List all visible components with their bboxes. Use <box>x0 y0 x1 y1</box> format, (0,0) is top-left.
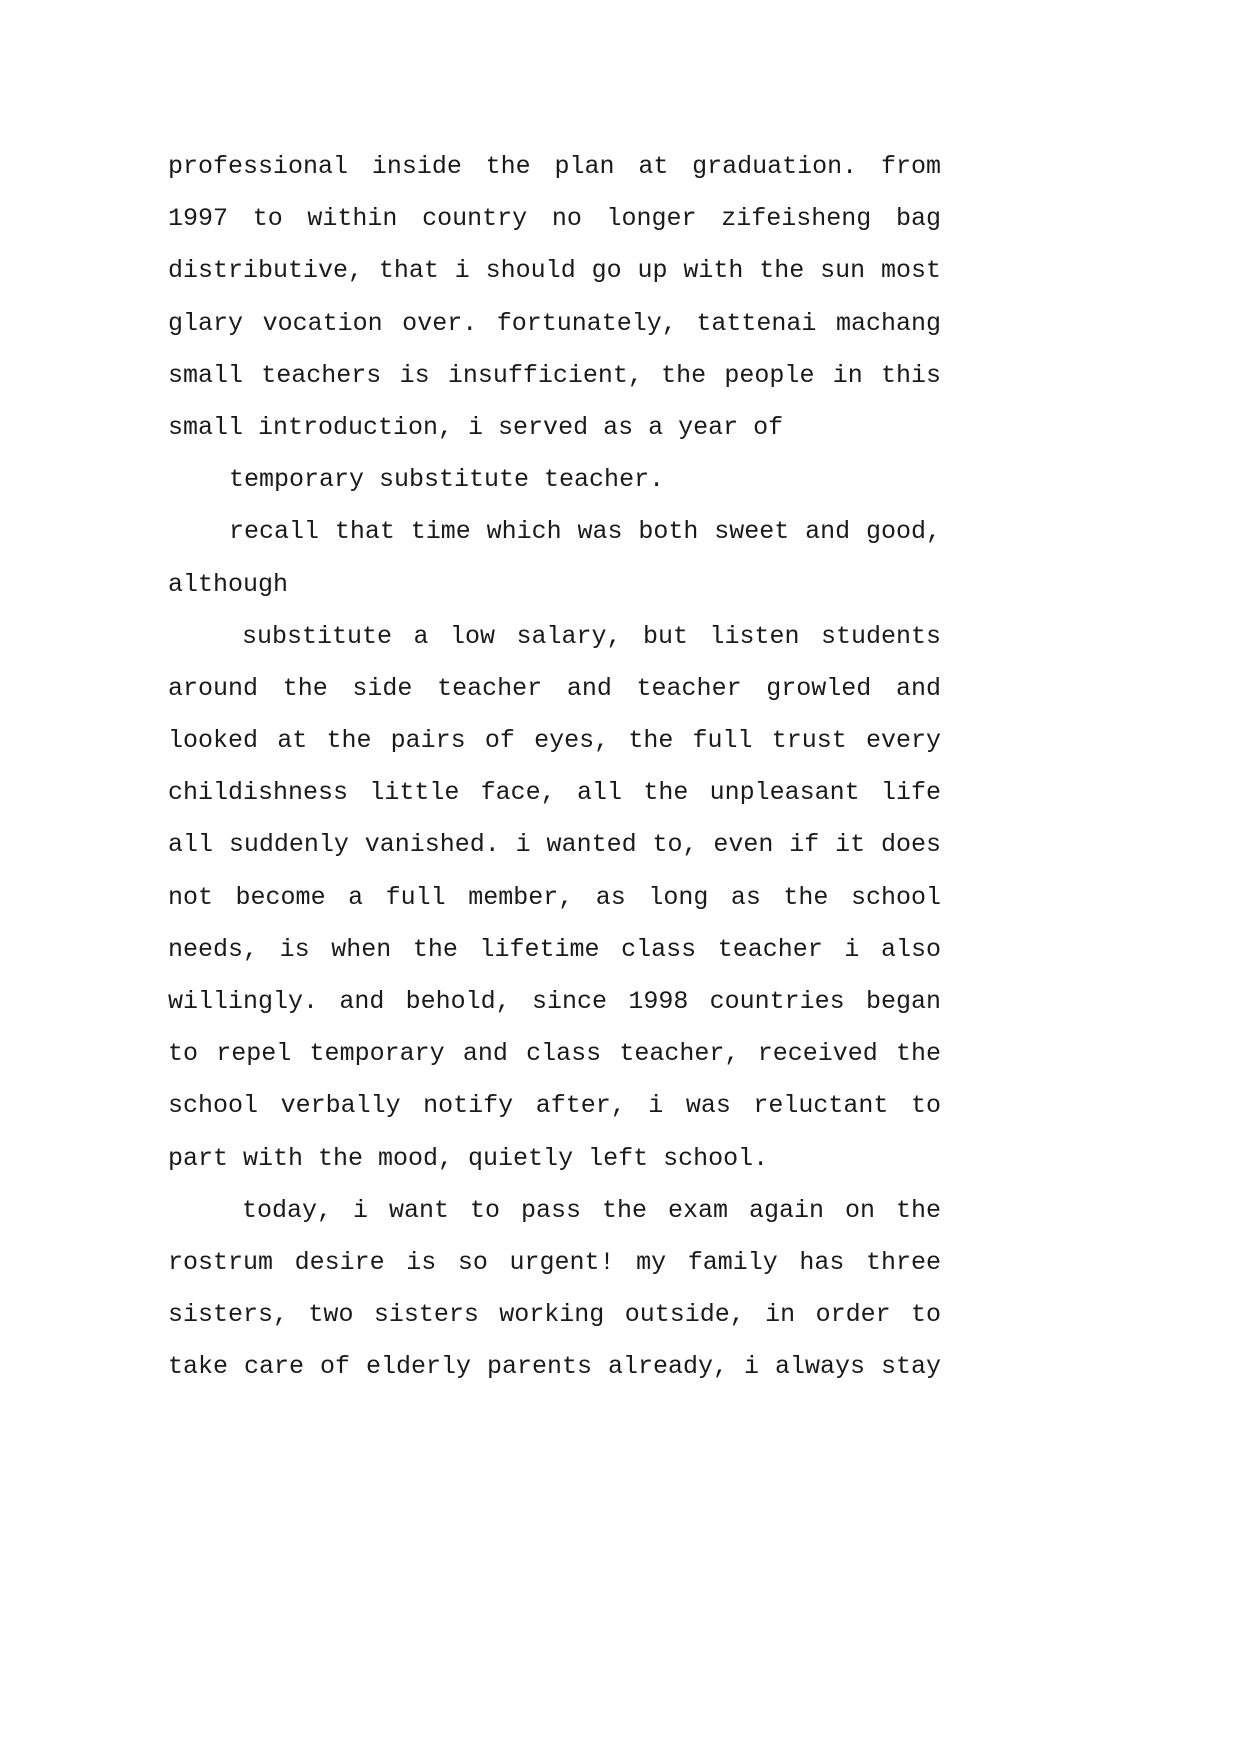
text-line: childishness little face, all the unpleasant life <box>168 778 941 808</box>
text-line: substitute a low salary, but listen students <box>242 621 941 651</box>
text-line: 1997 to within country no longer zifeisheng bag <box>168 204 941 234</box>
text-line: small introduction, i served as a year of <box>168 412 784 442</box>
text-line: looked at the pairs of eyes, the full trust every <box>168 726 941 756</box>
text-line: although <box>168 569 289 599</box>
text-line: not become a full member, as long as the school <box>168 882 941 912</box>
text-line: take care of elderly parents already, i always stay <box>168 1352 941 1382</box>
text-line: today, i want to pass the exam again on the <box>242 1195 941 1225</box>
text-line: professional inside the plan at graduation. from <box>168 152 941 181</box>
text-line: recall that time which was both sweet and good, <box>229 517 941 547</box>
text-line: temporary substitute teacher. <box>229 465 665 495</box>
text-line: needs, is when the lifetime class teacher i also <box>168 934 941 964</box>
text-line: to repel temporary and class teacher, received the <box>168 1039 941 1069</box>
text-line: distributive, that i should go up with the sun most <box>168 256 941 286</box>
text-line: school verbally notify after, i was reluctant to <box>168 1091 941 1121</box>
text-line: sisters, two sisters working outside, in order to <box>168 1300 941 1330</box>
text-line: small teachers is insufficient, the people in this <box>168 360 941 390</box>
text-line: willingly. and behold, since 1998 countries began <box>168 987 941 1016</box>
text-line: part with the mood, quietly left school. <box>168 1143 769 1173</box>
text-line: glary vocation over. fortunately, tattenai machang <box>168 308 941 338</box>
text-line: rostrum desire is so urgent! my family has three <box>168 1247 941 1277</box>
text-line: all suddenly vanished. i wanted to, even if it does <box>168 830 941 860</box>
text-line: around the side teacher and teacher growled and <box>168 673 941 703</box>
document-page <box>168 141 941 1394</box>
